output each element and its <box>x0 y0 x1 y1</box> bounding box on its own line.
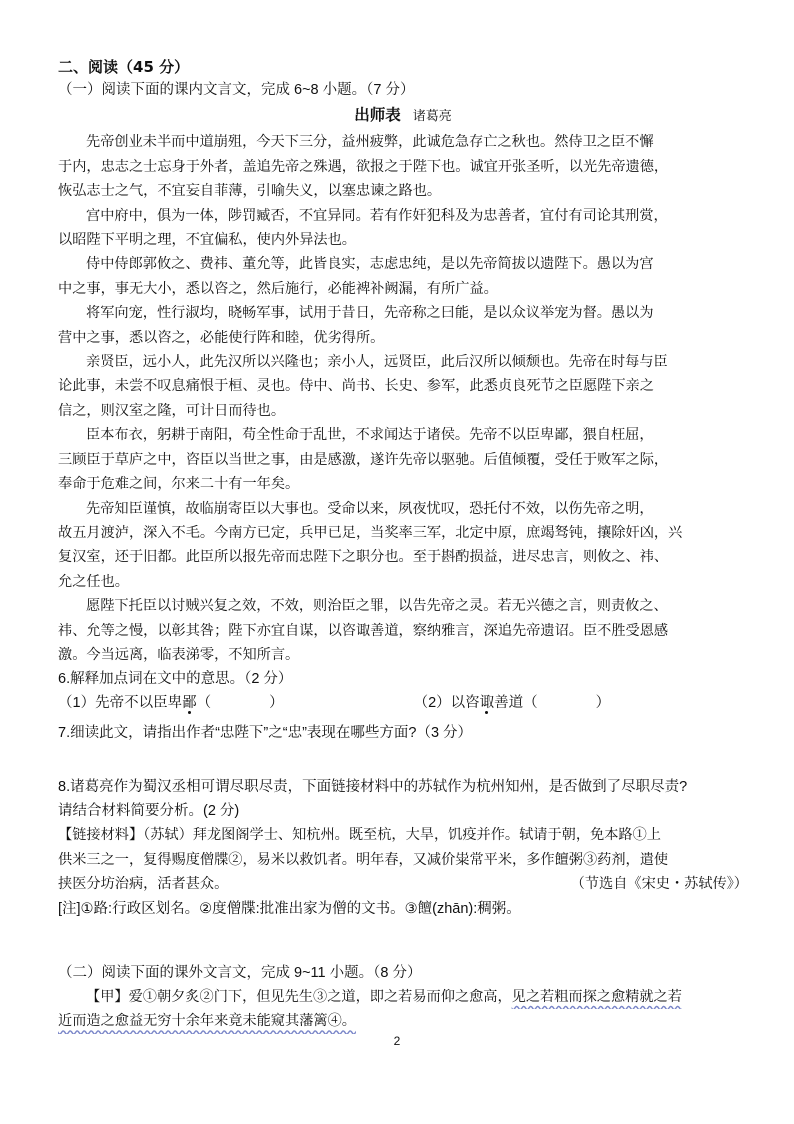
essay-line: 允之任也。 <box>58 573 129 590</box>
q6-item2-dotted-word: 诹 <box>479 695 495 712</box>
q6-item1-answer-blank[interactable]: （ ） <box>196 695 284 712</box>
essay-line: 论此事，未尝不叹息痛恨于桓、灵也。侍中、尚书、长史、参军，此悉贞良死节之臣愿陛下亲之 <box>58 378 654 395</box>
essay-line: 中之事，事无大小，悉以咨之，然后施行，必能裨补阙漏，有所广益。 <box>58 280 498 297</box>
q6-item2-prefix: （2）以咨 <box>413 695 480 712</box>
jia-line-1-underlined: 见之若粗而探之愈精就之若 <box>511 988 682 1005</box>
essay-title: 出师表 <box>354 106 401 125</box>
question-7: 7.细读此文，请指出作者“忠陛下”之“忠”表现在哪些方面?（3 分） <box>58 725 473 742</box>
jia-line-2 <box>58 1009 748 1033</box>
part2-intro: （二）阅读下面的课外文言文，完成 9~11 小题。（8 分） <box>58 964 422 981</box>
material-line: 挟医分坊治病，活者甚众。 <box>58 876 229 893</box>
essay-line: 激。今当远离，临表涕零，不知所言。 <box>58 646 300 663</box>
essay-author: 诸葛亮 <box>412 109 452 125</box>
essay-line: 亲贤臣，远小人，此先汉所以兴隆也；亲小人，远贤臣，此后汉所以倾颓也。先帝在时每与臣 <box>86 354 668 371</box>
essay-line: 宫中府中，俱为一体，陟罚臧否，不宜异同。若有作奸犯科及为忠善者，宜付有司论其刑赏， <box>86 207 668 224</box>
q6-item2-suffix: 善道 <box>494 695 524 712</box>
essay-line: 将军向宠，性行淑均，晓畅军事，试用于昔日，先帝称之曰能，是以众议举宠为督。愚以为 <box>86 305 654 322</box>
essay-line: 复汉室，还于旧都。此臣所以报先帝而忠陛下之职分也。至于斟酌损益，进尽忠言，则攸之、祎、 <box>58 549 669 566</box>
question-8-line2: 请结合材料简要分析。(2 分) <box>58 803 240 820</box>
essay-line: 先帝知臣谨慎，故临崩寄臣以大事也。受命以来，夙夜忧叹，恐托付不效，以伤先帝之明， <box>86 500 654 517</box>
essay-line: 祎、允等之慢，以彰其咎；陛下亦宜自谋，以咨诹善道，察纳雅言，深追先帝遗诏。臣不胜受恩感 <box>58 622 669 639</box>
essay-line: 三顾臣于草庐之中，咨臣以当世之事，由是感激，遂许先帝以驱驰。后值倾覆，受任于败军之际， <box>58 451 669 468</box>
question-6-stem: 6.解释加点词在文中的意思。（2 分） <box>58 671 293 688</box>
essay-line: 侍中侍郎郭攸之、费祎、董允等，此皆良实，志虑忠纯，是以先帝简拔以遗陛下。愚以为宫 <box>86 256 654 273</box>
material-source: （节选自《宋史・苏轼传》） <box>570 876 748 893</box>
jia-line-1-plain: 【甲】爱①朝夕炙②门下，但见先生③之道，即之若易而仰之愈高， <box>86 988 512 1005</box>
exam-page <box>58 56 748 1034</box>
q6-item2-answer-blank[interactable]: （ ） <box>523 695 611 712</box>
essay-line: 愿陛下托臣以讨贼兴复之效，不效，则治臣之罪，以告先帝之灵。若无兴德之言，则责攸之、 <box>86 598 668 615</box>
material-notes: [注]①路:行政区划名。②度僧牒:批准出家为僧的文书。③饘(zhān):稠粥。 <box>58 900 521 917</box>
part1-intro: （一）阅读下面的课内文言文，完成 6~8 小题。（7 分） <box>58 82 415 98</box>
essay-title-row <box>58 102 748 130</box>
q6-item1-dotted-word: 鄙 <box>182 695 197 712</box>
question-8-line1: 8.诸葛亮作为蜀汉丞相可谓尽职尽责，下面链接材料中的苏轼作为杭州知州，是否做到了尽职尽责? <box>58 779 688 796</box>
essay-line: 恢弘志士之气，不宜妄自菲薄，引喻失义，以塞忠谏之路也。 <box>58 183 442 200</box>
essay-body <box>58 130 748 667</box>
material-line: 【链接材料】（苏轼）拜龙图阁学士、知杭州。既至杭，大旱，饥疫并作。轼请于朝，免本路①上 <box>58 827 661 844</box>
q6-item1-prefix: （1）先帝不以臣卑 <box>58 695 183 712</box>
essay-line: 以昭陛下平明之理，不宜偏私，使内外异法也。 <box>58 232 356 249</box>
essay-line: 臣本布衣，躬耕于南阳，苟全性命于乱世，不求闻达于诸侯。先帝不以臣卑鄙，猥自枉屈， <box>86 427 654 444</box>
jia-line-1 <box>58 985 748 1009</box>
essay-line: 先帝创业未半而中道崩殂，今天下三分，益州疲弊，此诚危急存亡之秋也。然侍卫之臣不懈 <box>86 134 654 151</box>
question-6-items <box>58 691 748 715</box>
jia-line-2-underlined: 近而造之愈益无穷十余年来竟未能窥其藩篱④。 <box>58 1013 356 1030</box>
page-number: 2 <box>393 1034 401 1048</box>
essay-line: 于内，忠志之士忘身于外者，盖追先帝之殊遇，欲报之于陛下也。诚宜开张圣听，以光先帝遗德， <box>58 158 669 175</box>
essay-line: 奉命于危难之间，尔来二十有一年矣。 <box>58 476 300 493</box>
section-heading: 二、阅读（45 分） <box>58 58 190 76</box>
material-line: 供米三之一，复得赐度僧牒②，易米以救饥者。明年春，又减价粜常平米，多作饘粥③药剂，遣使 <box>58 851 669 868</box>
essay-line: 营中之事，悉以咨之，必能使行阵和睦，优劣得所。 <box>58 329 385 346</box>
essay-line: 信之，则汉室之隆，可计日而待也。 <box>58 402 286 419</box>
essay-line: 故五月渡泸，深入不毛。今南方已定，兵甲已足，当奖率三军，北定中原，庶竭驽钝，攘除奸凶，兴 <box>58 524 683 541</box>
